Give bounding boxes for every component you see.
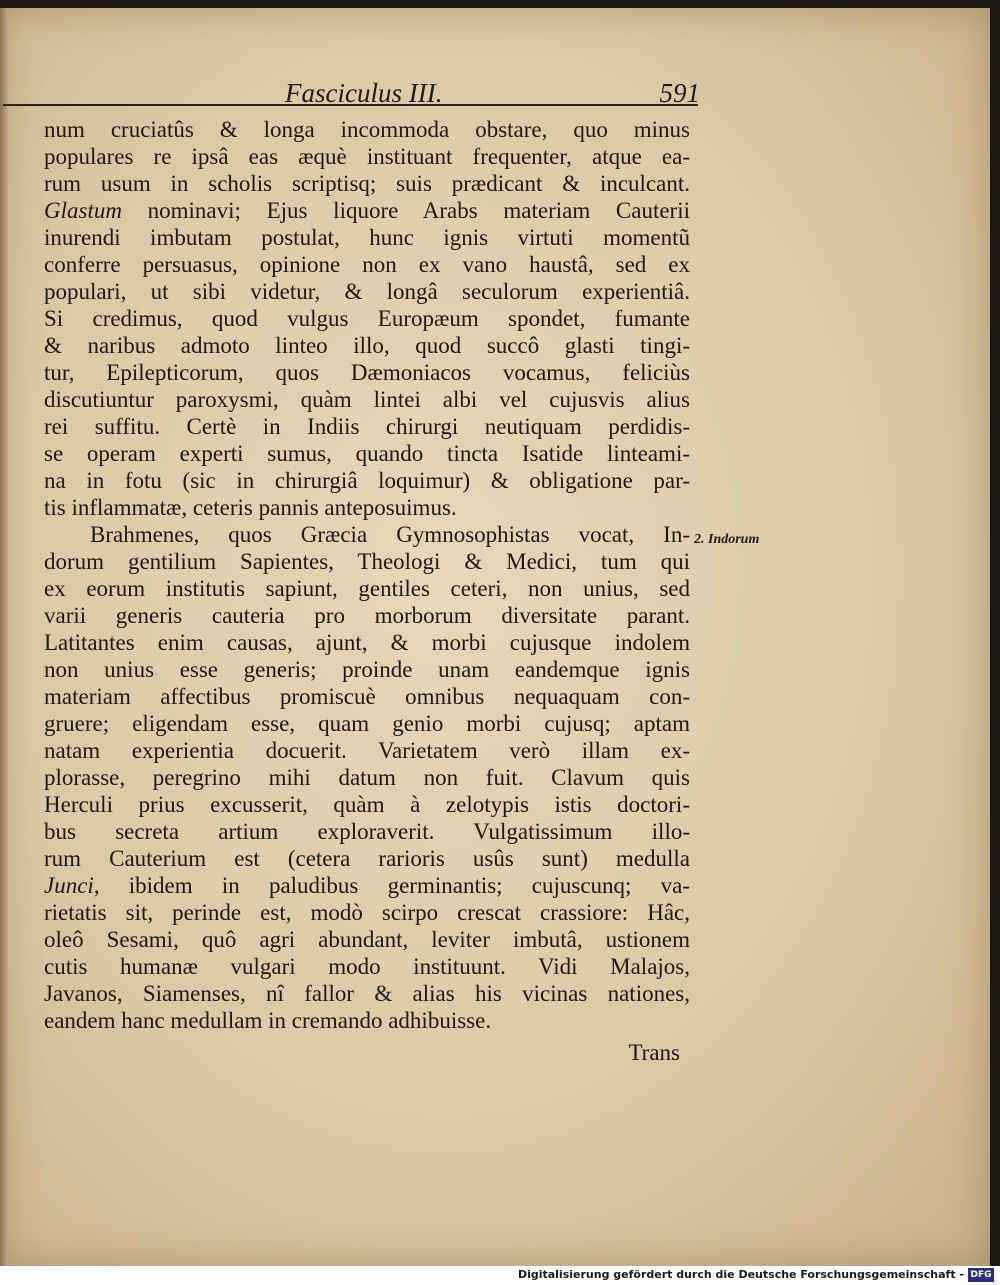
text-line: non unius esse generis; proinde unam eandemque ignis (44, 657, 690, 682)
text-line: discutiuntur paroxysmi, quàm lintei albi vel cujusvis alius (44, 387, 690, 412)
text-line: plorasse, peregrino mihi datum non fuit. Clavum quis (44, 765, 690, 790)
text-line: rum usum in scholis scriptisq; suis prædicant & inculcant. (44, 171, 690, 196)
text-line: num cruciatûs & longa incommoda obstare, quo minus (44, 117, 690, 142)
italic-term: Junci (44, 873, 94, 898)
scanned-page (0, 8, 990, 1266)
text-line: Latitantes enim causas, ajunt, & morbi cujusque indolem (44, 630, 690, 655)
text-line: varii generis cauteria pro morborum diversitate parant. (44, 603, 690, 628)
text-line: gruere; eligendam esse, quam genio morbi cujusq; aptam (44, 711, 690, 736)
marginal-note: 2. Indorum (694, 532, 760, 547)
digitization-footer (0, 1266, 1000, 1285)
text-line: inurendi imbutam postulat, hunc ignis virtuti momentũ (44, 225, 690, 250)
text-line: natam experientia docuerit. Varietatem verò illam ex- (44, 738, 690, 763)
text-line: populares re ipsâ eas æquè instituant frequenter, atque ea- (44, 144, 690, 169)
text-line: materiam affectibus promiscuè omnibus nequaquam con- (44, 684, 690, 709)
text-line: & naribus admoto linteo illo, quod succô glasti tingi- (44, 333, 690, 358)
text-line: rum Cauterium est (cetera rarioris usûs sunt) medulla (44, 846, 690, 871)
text-line: rei suffitu. Certè in Indiis chirurgi neutiquam perdidis- (44, 414, 690, 439)
text-line: tis inflammatæ, ceteris pannis anteposuimus. (44, 495, 457, 520)
paragraph-first-line: Brahmenes, quos Græcia Gymnosophistas vocat, In- (90, 522, 690, 547)
text-line: rietatis sit, perinde est, modò scirpo crescat crassiore: Hâc, (44, 900, 690, 925)
text-line: conferre persuasus, opinione non ex vano haustâ, sed ex (44, 252, 690, 277)
text-line: bus secreta artium exploraverit. Vulgatissimum illo- (44, 819, 690, 844)
italic-term: Glastum (44, 198, 122, 223)
header-title: Fasciculus III. (285, 78, 443, 108)
header-rule (3, 104, 698, 106)
text-line: cutis humanæ vulgari modo instituunt. Vidi Malajos, (44, 954, 690, 979)
text-line: dorum gentilium Sapientes, Theologi & Medici, tum qui (44, 549, 690, 574)
catchword: Trans (628, 1040, 680, 1065)
text-line-with-italic: Glastum nominavi; Ejus liquore Arabs materiam Cauterii (44, 198, 690, 223)
text-line: eandem hanc medullam in cremando adhibuisse. (44, 1008, 492, 1033)
body-text (44, 116, 690, 1034)
dfg-logo: DFG (968, 1268, 994, 1282)
text-line: Javanos, Siamenses, nî fallor & alias his vicinas nationes, (44, 981, 690, 1006)
text-line: Herculi prius excusserit, quàm à zelotypis istis doctori- (44, 792, 690, 817)
text-line: se operam experti sumus, quando tincta Isatide linteami- (44, 441, 690, 466)
text-line: Si credimus, quod vulgus Europæum spondet, fumante (44, 306, 690, 331)
text-line: populari, ut sibi videtur, & longâ seculorum experientiâ. (44, 279, 690, 304)
page-number: 591 (659, 78, 700, 108)
text-line: na in fotu (sic in chirurgiâ loquimur) & obligatione par- (44, 468, 690, 493)
text-line: tur, Epilepticorum, quos Dæmoniacos vocamus, feliciùs (44, 360, 690, 385)
text-line-with-italic: Junci, ibidem in paludibus germinantis; cujuscunq; va- (44, 873, 690, 898)
page-binding-edge (0, 8, 8, 1266)
running-header (40, 78, 700, 116)
funding-notice: Digitalisierung gefördert durch die Deutsche Forschungsgemeinschaft - (517, 1268, 964, 1281)
text-line: ex eorum institutis sapiunt, gentiles ceteri, non unius, sed (44, 576, 690, 601)
text-line: oleô Sesami, quô agri abundant, leviter imbutâ, ustionem (44, 927, 690, 952)
